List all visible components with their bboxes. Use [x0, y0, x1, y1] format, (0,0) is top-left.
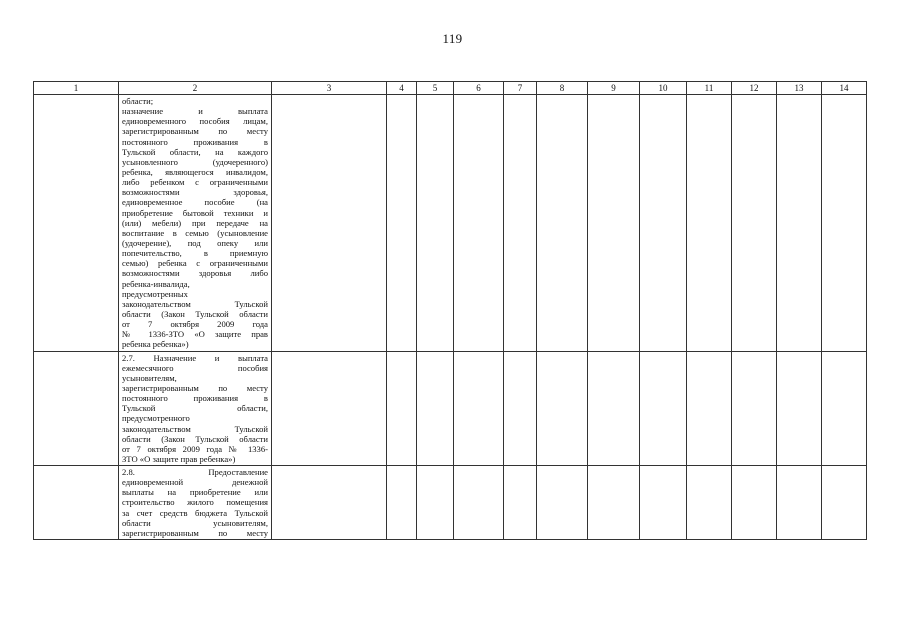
table-cell-col12 — [732, 351, 777, 466]
table-cell-col6 — [454, 95, 504, 352]
text-line: воспитание в семью (усыновление — [122, 227, 268, 238]
text-line: Тульской области, на каждого — [122, 146, 268, 157]
table-cell-col6 — [454, 351, 504, 466]
column-header-6: 6 — [454, 82, 504, 95]
column-header-7: 7 — [504, 82, 537, 95]
text-line: единовременное пособие (на — [122, 197, 268, 208]
text-line: области (Закон Тульской области — [122, 433, 268, 444]
text-line: единовременной денежной — [122, 477, 268, 488]
table-cell-col3 — [272, 95, 387, 352]
column-header-3: 3 — [272, 82, 387, 95]
table-cell-col5 — [417, 351, 454, 466]
table-cell-col1 — [34, 351, 119, 466]
table-cell-col11 — [687, 351, 732, 466]
text-line: единовременного пособия лицам, — [122, 116, 268, 127]
text-line: зарегистрированным по месту — [122, 126, 268, 137]
text-line: постоянного проживания в — [122, 393, 268, 404]
table-cell-col10 — [640, 466, 687, 540]
table-cell-col13 — [777, 466, 822, 540]
table-cell-col6 — [454, 466, 504, 540]
text-line: семью) ребенка с ограниченными — [122, 258, 268, 269]
table-cell-col11 — [687, 466, 732, 540]
column-header-10: 10 — [640, 82, 687, 95]
text-line: усыновителям, — [122, 372, 177, 383]
text-line: назначение и выплата — [122, 106, 268, 117]
text-line: строительство жилого помещения — [122, 497, 268, 508]
table-cell-col10 — [640, 351, 687, 466]
table-cell-col3 — [272, 466, 387, 540]
text-line: ежемесячного пособия — [122, 362, 268, 373]
table-cell-col3 — [272, 351, 387, 466]
text-line: зарегистрированным по месту — [122, 527, 268, 538]
table-cell-col12 — [732, 95, 777, 352]
table-cell-col4 — [387, 95, 417, 352]
text-line: законодательством Тульской — [122, 298, 268, 309]
table-cell-col13 — [777, 351, 822, 466]
text-line: № 1336-ЗТО «О защите прав — [122, 329, 268, 340]
table-cell-col1 — [34, 95, 119, 352]
table-cell-col11 — [687, 95, 732, 352]
column-header-8: 8 — [537, 82, 588, 95]
page-number: 119 — [442, 31, 463, 46]
text-line: ребенка, являющегося инвалидом, — [122, 166, 268, 177]
text-line: ребенка ребенка») — [122, 339, 189, 350]
column-header-13: 13 — [777, 82, 822, 95]
text-line: попечительство, в приемную — [122, 248, 268, 259]
text-line: области; — [122, 96, 154, 106]
table-row — [34, 95, 867, 352]
column-header-1: 1 — [34, 82, 119, 95]
text-line: от 7 октября 2009 года — [122, 319, 268, 330]
table-cell-description — [119, 466, 272, 540]
text-line: выплаты на приобретение или — [122, 487, 268, 498]
table-cell-col5 — [417, 95, 454, 352]
table-cell-col9 — [588, 466, 640, 540]
table-cell-col4 — [387, 351, 417, 466]
text-line: (удочерение), под опеку или — [122, 237, 268, 248]
table-cell-description — [119, 351, 272, 466]
table-row — [34, 466, 867, 540]
table-cell-col7 — [504, 466, 537, 540]
table-cell-col12 — [732, 466, 777, 540]
table-cell-col14 — [822, 351, 867, 466]
text-line: от 7 октября 2009 года № 1336- — [122, 443, 268, 454]
table-cell-col14 — [822, 466, 867, 540]
text-line: усыновленного (удочеренного) — [122, 156, 268, 167]
table-cell-col14 — [822, 95, 867, 352]
text-line: предусмотренного — [122, 413, 190, 424]
text-line: Тульской области, — [122, 403, 268, 414]
text-line: ребенка-инвалида, — [122, 278, 190, 289]
table-cell-col13 — [777, 95, 822, 352]
column-header-5: 5 — [417, 82, 454, 95]
table-cell-col8 — [537, 466, 588, 540]
table-row — [34, 351, 867, 466]
text-line: (или) мебели) при передаче на — [122, 217, 268, 228]
text-line: 2.7. Назначение и выплата — [122, 352, 268, 363]
table-cell-col1 — [34, 466, 119, 540]
text-line: зарегистрированным по месту — [122, 382, 268, 393]
text-line: законодательством Тульской — [122, 423, 268, 434]
column-header-9: 9 — [588, 82, 640, 95]
column-header-2: 2 — [119, 82, 272, 95]
column-header-4: 4 — [387, 82, 417, 95]
text-line: 2.8. Предоставление — [122, 467, 268, 478]
report-table — [33, 81, 867, 540]
column-header-11: 11 — [687, 82, 732, 95]
column-header-12: 12 — [732, 82, 777, 95]
text-line: возможностями здоровья, — [122, 187, 268, 198]
table-cell-col5 — [417, 466, 454, 540]
text-line: ЗТО «О защите прав ребенка») — [122, 453, 236, 464]
table-cell-col7 — [504, 351, 537, 466]
text-line: предусмотренных — [122, 288, 188, 299]
table-cell-col9 — [588, 95, 640, 352]
text-line: либо ребенком с ограниченными — [122, 177, 268, 188]
text-line: приобретение бытовой техники и — [122, 207, 268, 218]
table-cell-col7 — [504, 95, 537, 352]
table-cell-col8 — [537, 95, 588, 352]
header-row — [34, 82, 867, 95]
text-line: постоянного проживания в — [122, 136, 268, 147]
table-cell-col9 — [588, 351, 640, 466]
text-line: области (Закон Тульской области — [122, 308, 268, 319]
table-cell-col10 — [640, 95, 687, 352]
table-cell-description — [119, 95, 272, 352]
text-line: за счет средств бюджета Тульской — [122, 507, 268, 518]
text-line: области усыновителям, — [122, 517, 268, 528]
text-line: возможностями здоровья либо — [122, 268, 268, 279]
table-cell-col4 — [387, 466, 417, 540]
column-header-14: 14 — [822, 82, 867, 95]
table-cell-col8 — [537, 351, 588, 466]
